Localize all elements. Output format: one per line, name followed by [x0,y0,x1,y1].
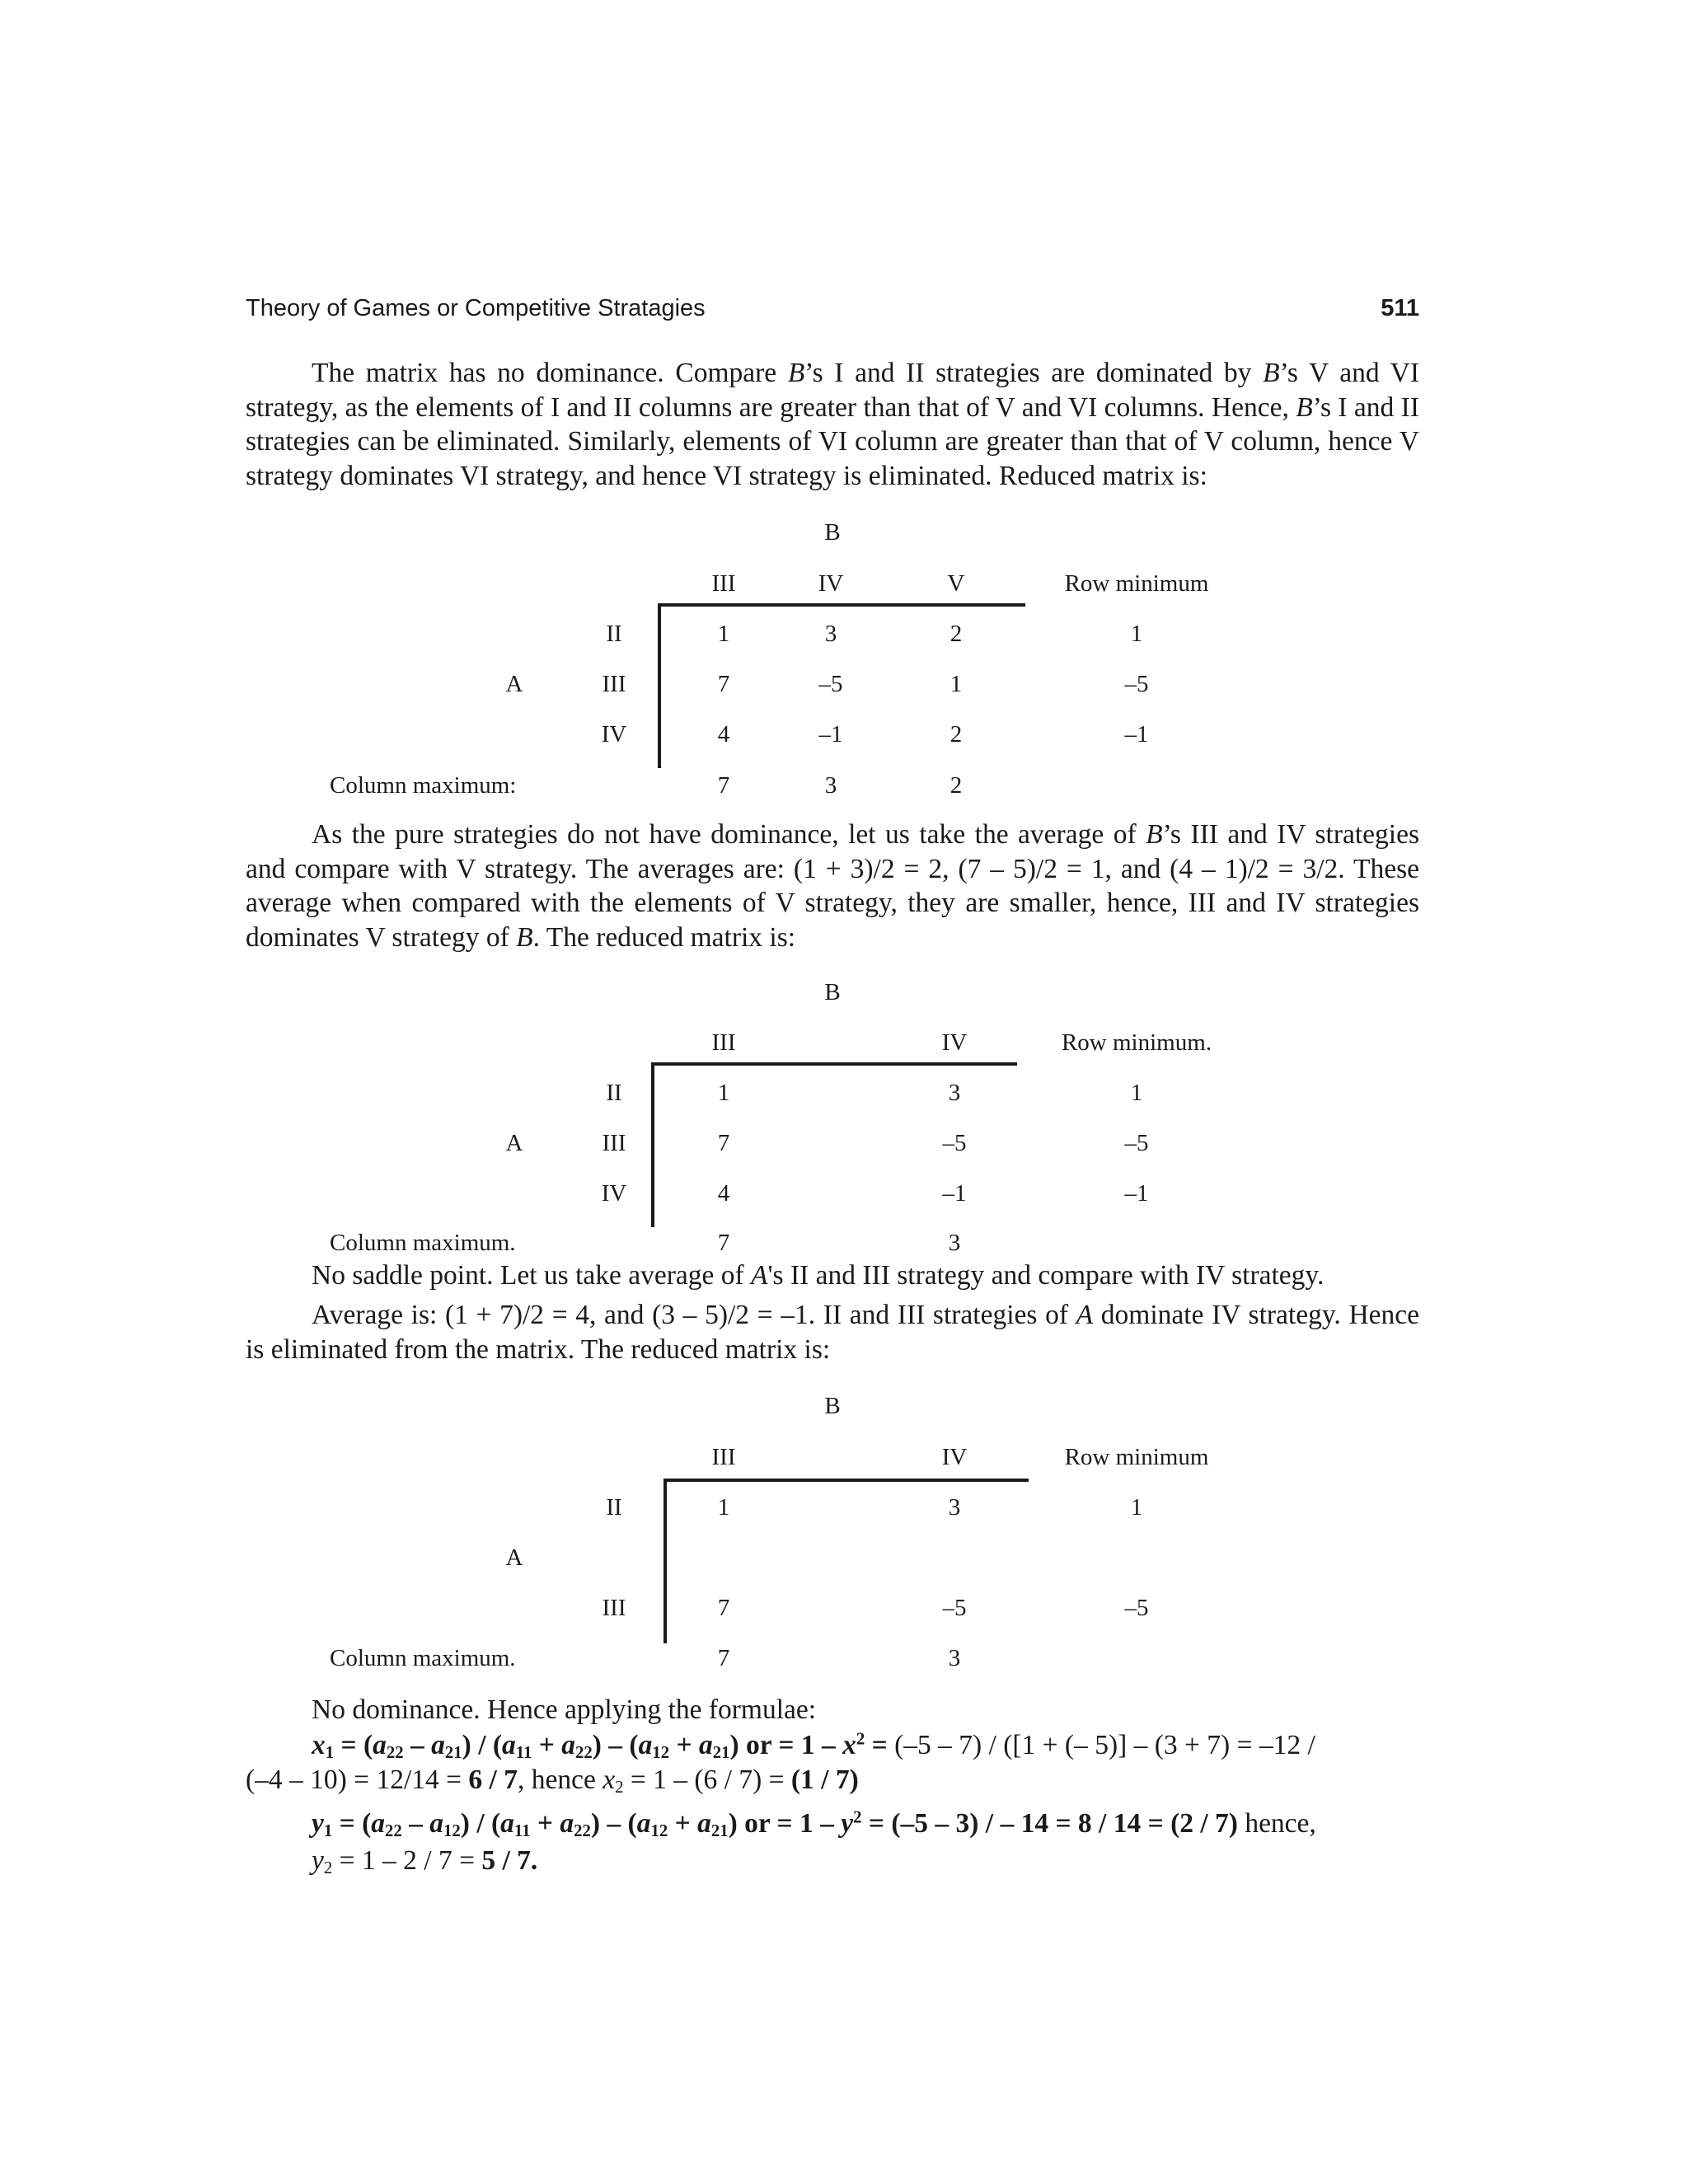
row-label: III [602,671,626,697]
row-min: 1 [1130,621,1143,647]
row-min-header: Row minimum [1064,570,1209,597]
player-b-ref: B [1296,391,1313,423]
cell: 1 [717,1494,730,1521]
cell: 4 [717,721,730,748]
formula-x-line2: (–4 – 10) = 12/14 = 6 / 7, hence $x_2 = 1 - (6 / 7) = (1 / 7)$ [246,1765,859,1797]
text-run: Average is: (1 + 7)/2 = 4, and (3 – 5)/2 = –1. II and III strategies of [312,1300,1076,1330]
row-label: III [602,1595,626,1621]
row-min: –5 [1124,671,1149,697]
matrix-left-rule [663,1479,667,1643]
cell: –1 [942,1180,967,1207]
player-b-label: B [824,519,841,546]
text-run: ’s III and IV strategies and compare with V strategy. The averages are: (1 + 3)/2 = 2, (7 – 5)/2 = 1, and (4 – 1)/2 = 3/2. These average when compared with the elements of V strategy, they are smaller, hence, III and IV strategies dominates V strategy of [246,819,1420,953]
cell: 1 [717,621,730,647]
row-min: –1 [1124,721,1149,748]
player-b-label: B [824,1393,841,1419]
matrix-top-rule [663,1479,1029,1482]
row-min: –5 [1124,1130,1149,1156]
col-max-label: Column maximum. [330,1230,516,1256]
col-header: III [711,1029,736,1056]
cell: 2 [950,721,963,748]
paragraph-average-a [246,1298,1419,1366]
cell: 1 [717,1080,730,1106]
text-run: ’s I and II strategies are dominated by [804,358,1264,388]
cell: –5 [942,1595,967,1621]
row-min: –1 [1124,1180,1149,1207]
player-a-ref: A [751,1260,768,1291]
matrix-left-rule [651,1062,654,1227]
row-label: II [606,621,622,647]
cell: 7 [717,1130,730,1156]
text-run: The matrix has no dominance. Compare [312,358,788,388]
player-a-label: A [505,1544,523,1571]
col-max: 7 [717,772,730,799]
player-a-label: A [505,671,523,697]
col-header: IV [941,1444,968,1470]
col-max: 3 [948,1230,961,1256]
matrix-left-rule [658,603,661,768]
col-max-label: Column maximum. [330,1645,516,1671]
col-max: 7 [717,1645,730,1671]
cell: 3 [948,1080,961,1106]
text-run: . The reduced matrix is: [532,921,796,953]
col-header: IV [818,570,844,597]
paragraph-no-saddle [312,1260,1324,1291]
running-title: Theory of Games or Competitive Stratagies [246,295,706,321]
row-min: 1 [1130,1080,1143,1106]
col-max: 3 [824,772,837,799]
text-run: dominate IV strategy. Hence is eliminated from the matrix. The reduced matrix is: [246,1300,1419,1365]
row-label: II [606,1494,622,1521]
row-min: 1 [1130,1494,1143,1521]
cell: 7 [717,671,730,697]
cell: –5 [942,1130,967,1156]
paragraph-intro [246,356,1419,493]
row-label: IV [601,1180,627,1207]
cell: 3 [824,621,837,647]
formula-y-line1: $y_1 = (a_{22} - a_{12}) / (a_{11} + a_{22}) - (a_{12} + a_{21})$ or = $1 - y^2 = (-5 - 3)$ / – 14 = 8 / 14 = (2 / 7) hence, [312,1807,1316,1841]
paragraph-average-b [246,818,1419,954]
col-max-label: Column maximum: [330,772,517,799]
text-run: No saddle point. Let us take average of [312,1260,752,1291]
cell: –5 [818,671,843,697]
row-min-header: Row minimum. [1061,1029,1212,1056]
col-header: III [711,570,736,597]
formula-y-line2: $y_2 = 1 - 2 / 7 = 5 / 7$. [312,1845,538,1878]
player-b-ref: B [516,921,533,953]
page-number: 511 [1381,295,1419,321]
formula-x-line1: $x_1 = (a_{22} - a_{21}) / (a_{11} + a_{22}) - (a_{12} + a_{21})$ or = $1 - x^2 = (-5 - 7) / ([1$ + (– 5)] – (3 + 7) = –12 / [312,1729,1315,1763]
player-a-label: A [505,1130,523,1156]
row-label: III [602,1130,626,1156]
cell: 3 [948,1494,961,1521]
col-max: 2 [950,772,963,799]
cell: –1 [818,721,843,748]
col-header: III [711,1444,736,1470]
player-a-ref: A [1076,1300,1094,1330]
col-max: 7 [717,1230,730,1256]
player-b-ref: B [787,358,805,388]
row-label: II [606,1080,622,1106]
cell: 1 [950,671,963,697]
row-min: –5 [1124,1595,1149,1621]
cell: 4 [717,1180,730,1207]
text-run: ’s V and VI strategy, as the elements of I and II columns are greater than that of V and VI columns. Hence, [246,358,1419,423]
page-header [246,295,1419,331]
player-b-ref: B [1263,358,1280,388]
paragraph-formulae-intro: No dominance. Hence applying the formulae: [312,1694,817,1725]
col-header: V [947,570,965,597]
row-label: IV [601,721,627,748]
text-run: As the pure strategies do not have dominance, let us take the average of [312,819,1146,850]
matrix-top-rule [658,603,1025,607]
player-b-label: B [824,979,841,1005]
col-max: 3 [948,1645,961,1671]
row-min-header: Row minimum [1064,1444,1209,1470]
col-header: IV [941,1029,968,1056]
cell: 7 [717,1595,730,1621]
text-run: ’s I and II strategies can be eliminated. Similarly, elements of VI column are greater than that of V column, hence V strategy dominates VI strategy, and hence VI strategy is eliminated. Reduced matrix is: [246,391,1419,491]
text-run: 's II and III strategy and compare with IV strategy. [767,1260,1325,1291]
player-b-ref: B [1146,819,1163,850]
matrix-top-rule [651,1062,1017,1066]
cell: 2 [950,621,963,647]
